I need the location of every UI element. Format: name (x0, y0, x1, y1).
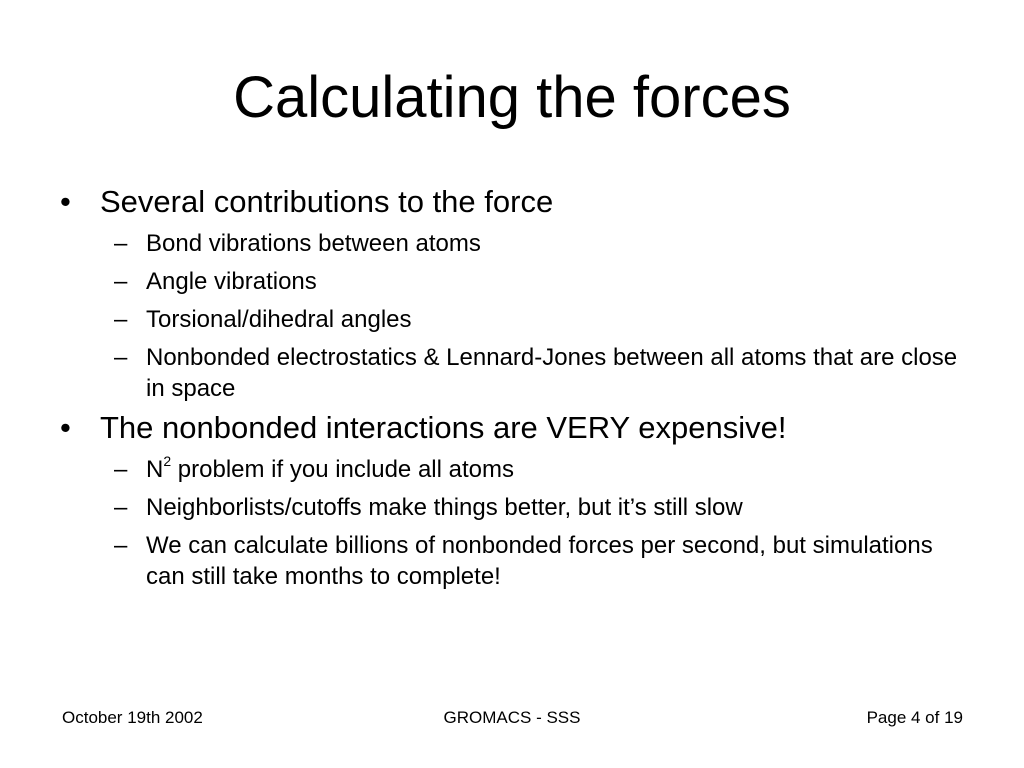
sub-bullet-item (114, 266, 964, 297)
sub-bullet-item (114, 342, 964, 404)
bullet-marker: • (60, 410, 71, 445)
footer-page-number: Page 4 of 19 (866, 708, 963, 727)
sub-bullet-item (114, 492, 964, 523)
sub-bullet-text: Angle vibrations (146, 268, 317, 295)
footer-date: October 19th 2002 (62, 708, 203, 727)
bullet-marker: • (60, 184, 71, 219)
sub-bullet-item (114, 530, 964, 592)
bullet-text: The nonbonded interactions are VERY expensive! (100, 410, 787, 445)
dash-marker: – (114, 306, 128, 333)
sub-bullet-text: Torsional/dihedral angles (146, 306, 412, 333)
footer-title: GROMACS - SSS (443, 708, 581, 727)
sub-bullet-text: We can calculate billions of nonbonded forces per second, but simulations can still take months to complete! (146, 532, 933, 590)
dash-marker: – (114, 456, 128, 483)
dash-marker: – (114, 344, 128, 371)
sub-bullet-item (114, 304, 964, 335)
dash-marker: – (114, 230, 128, 257)
superscript-2: 2 (163, 453, 172, 469)
dash-marker: – (114, 532, 128, 559)
sub-bullet-item (114, 228, 964, 259)
n-symbol: N (146, 456, 164, 483)
sub-bullet-text: Nonbonded electrostatics & Lennard-Jones between all atoms that are close in space (146, 344, 958, 402)
slide-title: Calculating the forces (233, 65, 791, 130)
sub-bullet-text: Bond vibrations between atoms (146, 230, 481, 257)
sub-bullet-text (146, 454, 964, 485)
sub-bullet-text: Neighborlists/cutoffs make things better, but it’s still slow (146, 494, 743, 521)
bullet-text: Several contributions to the force (100, 184, 554, 219)
sub-bullet-item (114, 454, 964, 485)
sub-bullet-rest: problem if you include all atoms (171, 456, 514, 483)
dash-marker: – (114, 268, 128, 295)
dash-marker: – (114, 494, 128, 521)
